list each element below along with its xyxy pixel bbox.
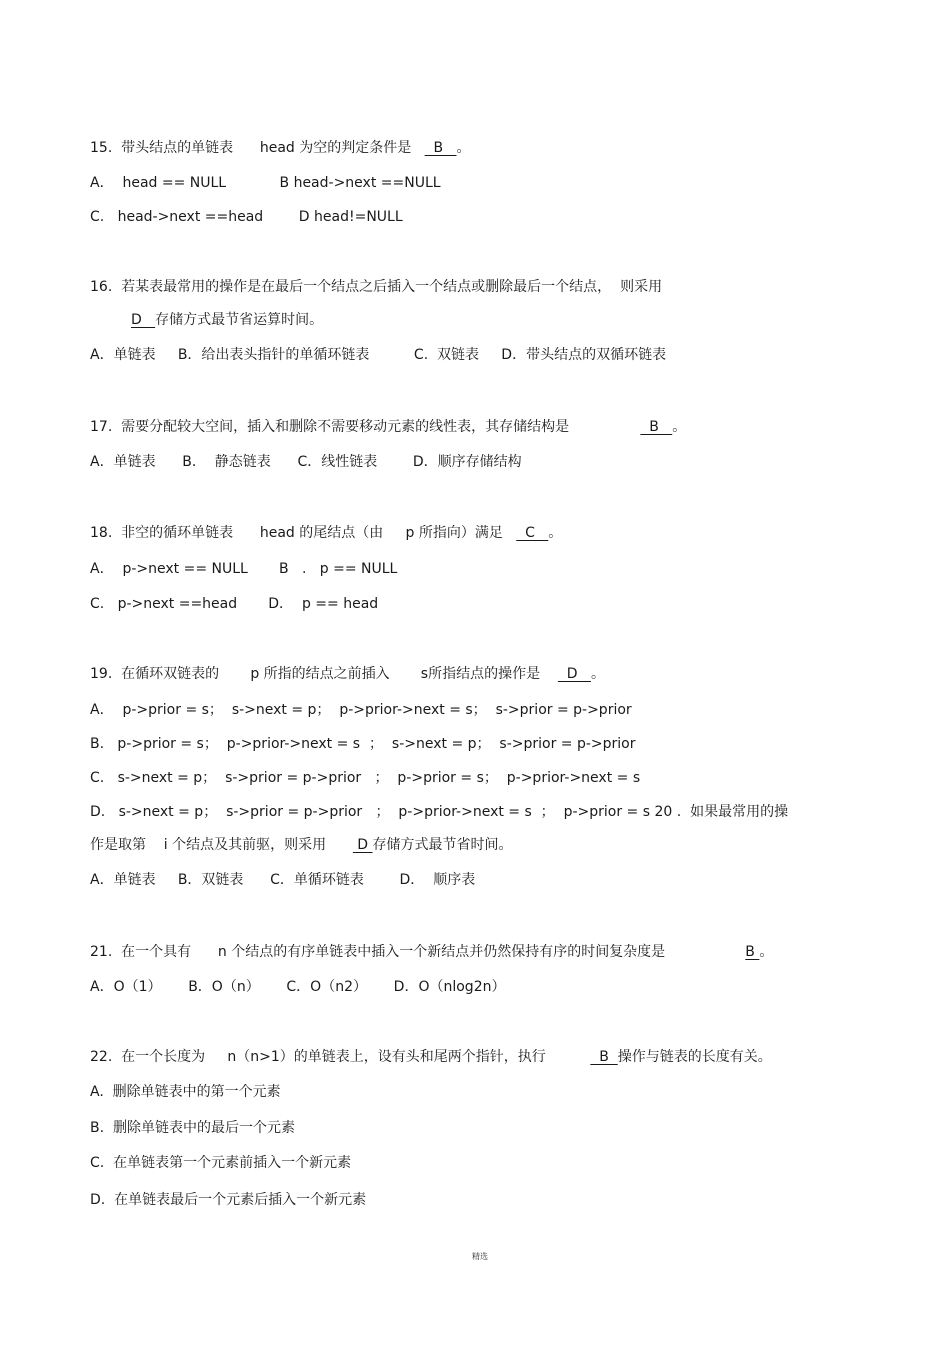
question-text-end: 。 — [759, 944, 774, 960]
question-text-end: 。 — [548, 525, 563, 541]
question-text: 15. 带头结点的单链表 head 为空的判定条件是 — [90, 140, 425, 156]
question-text: 22. 在一个长度为 n（n>1）的单链表上，设有头和尾两个指针，执行 — [90, 1049, 591, 1065]
question-18-options-1: A． p->next == NULL B . p == NULL — [90, 561, 398, 577]
question-text: 21. 在一个具有 n 个结点的有序单链表中插入一个新结点并仍然保持有序的时间复杂度是 — [90, 944, 746, 960]
question-18-options-2: C. p->next ==head D． p == head — [90, 596, 379, 612]
question-text-end: 。 — [672, 419, 687, 435]
answer-blank: B — [590, 1049, 618, 1065]
question-22-option-a: A. 删除单链表中的第一个元素 — [90, 1084, 281, 1100]
question-18-stem — [90, 524, 562, 542]
answer-blank: C — [516, 525, 549, 541]
question-19-option-c: C. s->next = p； s->prior = p->prior ； p->prior = s； p->prior->next = s — [90, 770, 641, 786]
question-19-option-a: A． p->prior = s； s->next = p； p->prior->next = s； s->prior = p->prior — [90, 702, 632, 718]
answer-blank: D — [131, 312, 156, 328]
page-footer: 精选 — [472, 1252, 488, 1261]
answer-blank: B — [745, 944, 760, 960]
question-20-stem — [90, 836, 513, 854]
question-text: 作是取第 i 个结点及其前驱，则采用 — [90, 837, 353, 853]
question-21-stem — [90, 943, 773, 961]
question-15-options-1: A． head == NULL B head->next ==NULL — [90, 175, 441, 191]
question-19-option-b: B. p->prior = s； p->prior->next = s ； s->next = p； s->prior = p->prior — [90, 736, 636, 752]
question-text: 19. 在循环双链表的 p 所指的结点之前插入 s所指结点的操作是 — [90, 666, 558, 682]
question-17-options-1: A．单链表 B． 静态链表 C．线性链表 D．顺序存储结构 — [90, 454, 522, 470]
question-15-stem — [90, 139, 470, 157]
question-text-end: 操作与链表的长度有关。 — [617, 1049, 772, 1065]
question-21-options-1: A．O（1） B．O（n） C．O（n2） D．O（nlog2n） — [90, 979, 506, 995]
answer-blank: B — [424, 140, 457, 156]
question-text: 17. 需要分配较大空间，插入和删除不需要移动元素的线性表，其存储结构是 — [90, 419, 641, 435]
question-text: 18. 非空的循环单链表 head 的尾结点（由 p 所指向）满足 — [90, 525, 517, 541]
question-22-option-c: C. 在单链表第一个元素前插入一个新元素 — [90, 1155, 352, 1171]
question-text-end: 。 — [456, 140, 471, 156]
question-text-end: 存储方式最节省时间。 — [372, 837, 513, 853]
answer-blank: D — [557, 666, 591, 682]
answer-blank: B — [640, 419, 673, 435]
question-22-stem — [90, 1048, 772, 1066]
question-text-end: 存储方式最节省运算时间。 — [155, 312, 324, 328]
question-16-options-1: A．单链表 B．给出表头指针的单循环链表 C. 双链表 D．带头结点的双循环链表 — [90, 347, 667, 363]
question-22-option-d: D. 在单链表最后一个元素后插入一个新元素 — [90, 1192, 367, 1208]
question-15-options-2: C. head->next ==head D head!=NULL — [90, 209, 403, 225]
question-22-option-b: B. 删除单链表中的最后一个元素 — [90, 1120, 295, 1136]
question-17-stem — [90, 418, 686, 436]
question-19-stem — [90, 665, 605, 683]
question-16-stem: 16. 若某表最常用的操作是在最后一个结点之后插入一个结点或删除最后一个结点， 则采用 — [90, 279, 663, 295]
question-text-end: 。 — [590, 666, 605, 682]
question-20-options-1: A．单链表 B．双链表 C．单循环链表 D． 顺序表 — [90, 872, 476, 888]
question-19-option-d: D. s->next = p； s->prior = p->prior ； p->prior->next = s ； p->prior = s 20 . 如果最常用的操 — [90, 804, 789, 820]
answer-blank: D — [352, 837, 373, 853]
question-16-stem-2 — [131, 311, 323, 329]
